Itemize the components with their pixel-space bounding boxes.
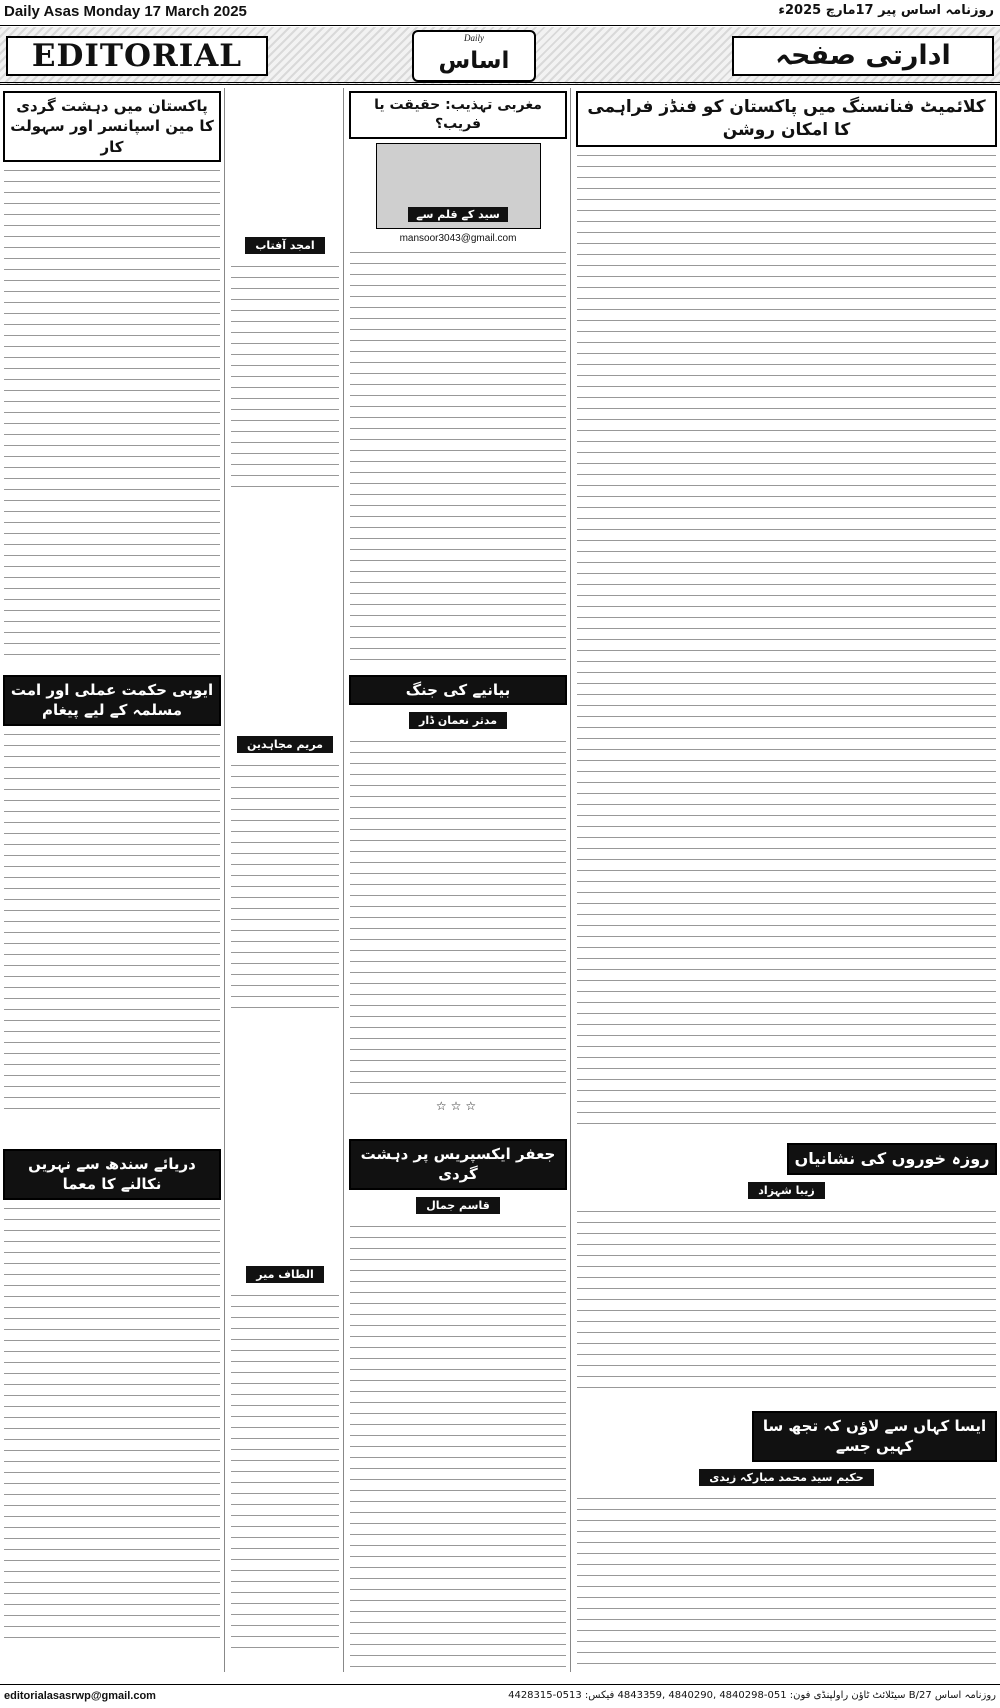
main-editorial bbox=[573, 88, 1000, 1128]
article-headline: بیانیے کی جنگ bbox=[349, 675, 567, 705]
ayubi-byline-box bbox=[227, 728, 343, 1028]
article-body-placeholder bbox=[350, 736, 566, 1096]
article-headline: روزہ خوروں کی نشانیاں bbox=[787, 1143, 997, 1175]
article-indus-canals bbox=[0, 1146, 224, 1672]
article-body-placeholder bbox=[350, 1221, 566, 1671]
article-body-placeholder bbox=[4, 165, 220, 655]
article-headline: جعفر ایکسپریس پر دہشت گردی bbox=[349, 1139, 567, 1190]
footer-contact: روزنامہ اساس 27/B سیٹلائٹ ٹاؤن راولپنڈی فون: 051-4840298 ,4840290 ,4843359 فیکس: 0513-4428315 bbox=[508, 1690, 996, 1701]
article-body-placeholder bbox=[4, 1203, 220, 1639]
article-byline: امجد آفتاب bbox=[245, 237, 324, 254]
article-body-placeholder bbox=[231, 760, 339, 1010]
logo-small-text: Daily bbox=[464, 33, 484, 43]
article-terror-sponsor bbox=[0, 88, 224, 668]
article-headline: دریائے سندھ سے نہریں نکالنے کا معما bbox=[3, 1149, 221, 1200]
editorial-label-urdu: ادارتی صفحہ bbox=[732, 36, 994, 76]
article-jaffar-express bbox=[346, 1136, 570, 1672]
author-photo bbox=[376, 143, 541, 229]
article-body-placeholder bbox=[350, 247, 566, 668]
masthead bbox=[0, 27, 1000, 85]
editorial-headline: کلائمیٹ فنانسنگ میں پاکستان کو فنڈز فراہمی کا امکان روشن bbox=[576, 91, 997, 147]
editorial-body-placeholder bbox=[577, 150, 996, 1128]
article-fasting-signs bbox=[573, 1140, 1000, 1404]
section-separator: ☆☆☆ bbox=[435, 1099, 481, 1114]
indus-byline-box bbox=[227, 1258, 343, 1672]
article-byline: مریم مجاہدین bbox=[237, 736, 333, 753]
terror-sponsor-byline-box bbox=[227, 88, 343, 488]
newspaper-logo bbox=[412, 30, 536, 82]
article-headline: پاکستان میں دہشت گردی کا مین اسپانسر اور سہولت کار bbox=[3, 91, 221, 162]
article-byline: الطاف میر bbox=[246, 1266, 324, 1283]
footer-email[interactable]: editorialasasrwp@gmail.com bbox=[4, 1690, 156, 1702]
article-body-placeholder bbox=[577, 1206, 996, 1396]
article-headline: مغربی تہذیب: حقیقت یا فریب؟ bbox=[349, 91, 567, 139]
article-body-placeholder bbox=[4, 729, 220, 1109]
column-narrow bbox=[227, 88, 344, 1672]
date-line bbox=[0, 0, 1000, 26]
article-byline: مدثر نعمان ڈار bbox=[409, 712, 507, 729]
article-headline: ایوبی حکمت عملی اور امت مسلمہ کے لیے پیغام bbox=[3, 675, 221, 726]
article-narrative-war bbox=[346, 672, 570, 1132]
date-line-urdu: روزنامہ اساس پیر 17مارچ 2025ء bbox=[778, 3, 994, 18]
article-ayubi-strategy bbox=[0, 672, 224, 1142]
column-left bbox=[0, 88, 225, 1672]
article-western-civilization bbox=[346, 88, 570, 668]
column-right bbox=[573, 88, 1000, 1672]
footer bbox=[0, 1684, 1000, 1708]
article-body-placeholder bbox=[231, 1290, 339, 1650]
editorial-label: EDITORIAL bbox=[6, 36, 268, 76]
photo-caption: سید کے قلم سے bbox=[408, 207, 508, 222]
logo-name: اساس bbox=[438, 48, 510, 74]
article-byline: حکیم سید محمد مبارکہ زیدی bbox=[699, 1469, 873, 1486]
article-byline: زیبا شہزاد bbox=[748, 1182, 824, 1199]
article-headline: ایسا کہاں سے لاؤں کہ تجھ سا کہیں جسے bbox=[752, 1411, 997, 1462]
article-body-placeholder bbox=[577, 1493, 996, 1673]
date-line-english: Daily Asas Monday 17 March 2025 bbox=[4, 3, 247, 20]
article-byline: قاسم جمال bbox=[416, 1197, 500, 1214]
article-body-placeholder bbox=[231, 261, 339, 488]
author-email: mansoor3043@gmail.com bbox=[399, 232, 517, 244]
article-incomparable bbox=[573, 1408, 1000, 1672]
column-center bbox=[346, 88, 571, 1672]
